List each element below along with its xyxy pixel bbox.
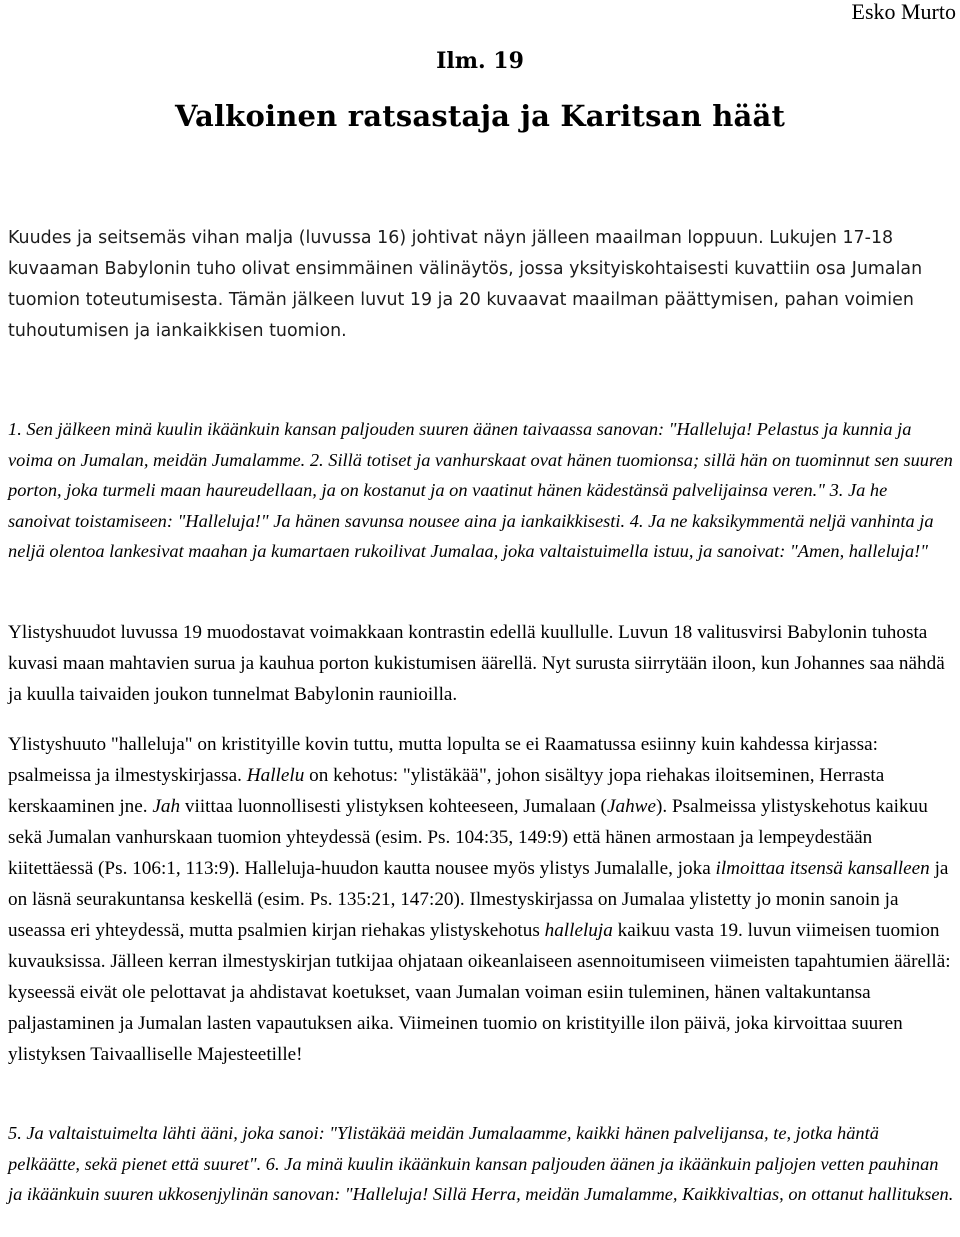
body-paragraph-1: Ylistyshuudot luvussa 19 muodostavat voimakkaan kontrastin edellä kuullulle. Luvun 18 valitusvirsi Babylonin tuhosta kuvasi maan mahtavien surua ja kauhua porton kukistumisen äärellä. Nyt surusta siirrytään iloon, kun Johannes saa nähdä ja kuulla taivaiden joukon tunnelmat Babylonin raunioilla.: [8, 622, 945, 705]
emphasis-phrase: ilmoittaa itsensä kansalleen: [715, 858, 930, 879]
scripture-quote-1: 1. Sen jälkeen minä kuulin ikäänkuin kansan paljouden suuren äänen taivaassa sanovan: "Halleluja! Pelastus ja kunnia ja voima on Jumalan, meidän Jumalamme. 2. Sillä totiset ja vanhurskaat ovat hänen tuomionsa; sillä hän on tuominnut sen suuren porton, joka turmeli maan haureudellaan, ja on kostanut ja on vaatinut hänen kädestänsä palvelijainsa veren." 3. Ja he sanoivat toistamiseen: "Halleluja!" Ja hänen savunsa nousee aina ja iankaikkisesti. 4. Ja ne kaksikymmentä neljä vanhinta ja neljä olentoa lankesivat maahan ja kumartaen rukoilivat Jumalaa, joka valtaistuimella istuu, ja sanoivat: "Amen, halleluja!": [8, 419, 953, 561]
author-name: Esko Murto: [851, 0, 956, 24]
text-segment: on kehotus: "ylistäkää", johon sisältyy jopa riehakas iloitseminen, Herrasta kerskaaminen jne.: [8, 765, 885, 817]
text-segment: kaikuu vasta 19. luvun viimeisen tuomion kuvauksissa. Jälleen kerran ilmestyskirjan tutkijaa ohjataan oikeanlaiseen asennoitumiseen viimeisten tapahtumien äärellä: kyseessä eivät ole pelottavat ja ahdistavat koetukset, vaan Jumalan voiman esiin tuleminen, hänen valtakuntansa paljastaminen ja Jumalan lasten vapautuksen aika. Viimeinen tuomio on kristityille ilon päivä, joka kirvoittaa suuren ylistyksen Taivaalliselle Majesteetille!: [8, 920, 951, 1065]
text-segment: Ylistyshuuto "halleluja" on kristityille kovin tuttu, mutta lopulta se ei Raamatussa esiinny kuin kahdessa kirjassa: psalmeissa ja ilmestyskirjassa.: [8, 734, 878, 786]
emphasis-halleluja: halleluja: [544, 920, 613, 941]
emphasis-jahwe: Jahwe: [606, 796, 656, 817]
intro-paragraph: Kuudes ja seitsemäs vihan malja (luvussa 16) johtivat näyn jälleen maailman loppuun. Lukujen 17-18 kuvaaman Babylonin tuho olivat ensimmäinen välinäytös, jossa yksityiskohtaisesti kuvattiin osa Jumalan tuomion toteutumisesta. Tämän jälkeen luvut 19 ja 20 kuvaavat maailman päättymisen, pahan voimien tuhoutumisen ja iankaikkisen tuomion.: [8, 228, 923, 341]
text-segment: viittaa luonnollisesti ylistyksen kohteeseen, Jumalaan (: [180, 796, 607, 817]
emphasis-hallelu: Hallelu: [246, 765, 305, 786]
text-segment: ja on läsnä seurakuntansa keskellä (esim. Ps. 135:21, 147:20). Ilmestyskirjassa on Jumalaa ylistetty jo monin sanoin ja useassa eri yhteydessä, mutta psalmien kirjan riehakas ylistyskehotus: [8, 858, 949, 941]
text-segment: ). Psalmeissa ylistyskehotus kaikuu sekä Jumalan vanhurskaan tuomion yhteydessä (esim. Ps. 104:35, 149:9) että hänen armostaan ja lempeydestään kiitettäessä (Ps. 106:1, 113:9). Halleluja-huudon kautta nousee myös ylistys Jumalalle, joka: [8, 796, 928, 879]
scripture-quote-2: 5. Ja valtaistuimelta lähti ääni, joka sanoi: "Ylistäkää meidän Jumalaamme, kaikki hänen palvelijansa, te, jotka häntä pelkäätte, sekä pienet että suuret". 6. Ja minä kuulin ikäänkuin kansan paljouden äänen ja ikäänkuin paljojen vetten pauhinan ja ikäänkuin suuren ukkosenjylinän sanovan: "Halleluja! Sillä Herra, meidän Jumalamme, Kaikkivaltias, on ottanut hallituksen.: [8, 1123, 954, 1204]
page-title: Valkoinen ratsastaja ja Karitsan häät: [174, 99, 786, 133]
illustration-number: Ilm. 19: [436, 48, 524, 74]
emphasis-jah: Jah: [152, 796, 181, 817]
body-paragraph-2: [8, 729, 954, 1070]
